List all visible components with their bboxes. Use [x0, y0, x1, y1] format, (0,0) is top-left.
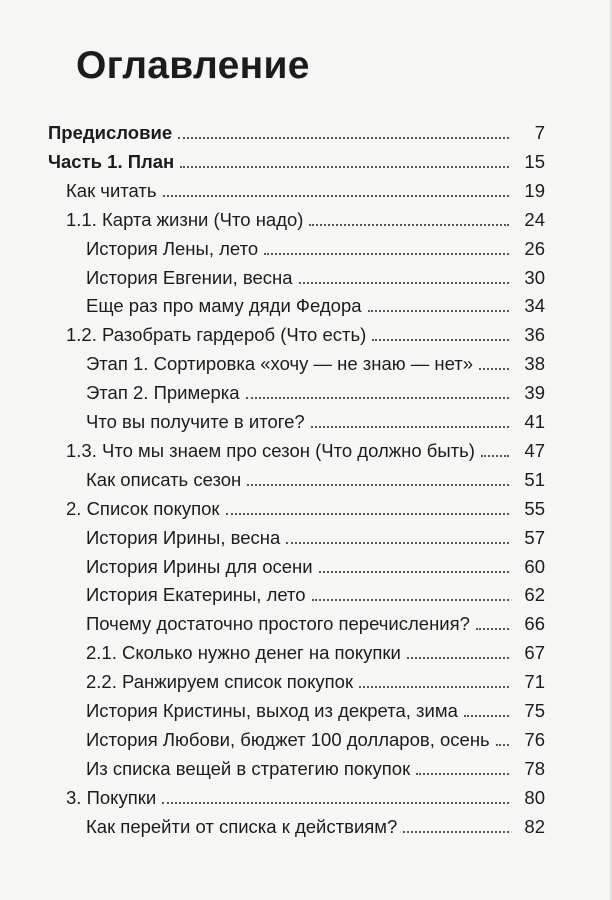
toc-entry-title: История Ирины, весна [86, 526, 281, 548]
toc-entry [86, 812, 545, 838]
toc-entry [86, 523, 545, 549]
toc-dot-leader [416, 773, 509, 775]
toc-dot-leader [403, 831, 509, 833]
page-title: Оглавление [76, 44, 310, 87]
toc-entry-page-number: 19 [524, 179, 545, 201]
toc-entry-page-number: 76 [524, 728, 545, 750]
toc-entry-title: Как перейти от списка к действиям? [86, 815, 398, 837]
toc-entry-title: Этап 2. Примерка [86, 382, 240, 404]
toc-entry [66, 494, 545, 520]
toc-entry [86, 754, 545, 780]
toc-dot-leader [299, 282, 509, 284]
toc-dot-leader [264, 253, 509, 255]
toc-entry [66, 320, 545, 346]
toc-dot-leader [496, 744, 509, 746]
toc-entry-title: 1.3. Что мы знаем про сезон (Что должно быть) [66, 439, 475, 461]
toc-entry-page-number: 78 [524, 757, 545, 779]
toc-entry-title: История Любови, бюджет 100 долларов, осень [86, 728, 490, 750]
toc-entry-title: 2. Список покупок [66, 497, 220, 519]
toc-dot-leader [319, 571, 509, 573]
toc-entry-page-number: 80 [524, 786, 545, 808]
toc-entry-title: 1.2. Разобрать гардероб (Что есть) [66, 324, 367, 346]
toc-entry [86, 291, 545, 317]
toc-entry [86, 609, 545, 635]
toc-dot-leader [178, 137, 509, 139]
toc-entry-title: 1.1. Карта жизни (Что надо) [66, 208, 304, 230]
toc-entry-page-number: 60 [524, 555, 545, 577]
toc-dot-leader [481, 455, 509, 457]
toc-entry-title: Часть 1. План [48, 150, 175, 172]
toc-entry-title: 3. Покупки [66, 786, 157, 808]
toc-entry-title: Что вы получите в итоге? [86, 411, 305, 432]
toc-dot-leader [479, 368, 509, 370]
toc-entry-page-number: 47 [524, 439, 545, 461]
toc-entry-title: Этап 1. Сортировка «хочу — не знаю — нет» [86, 353, 474, 375]
toc-entry-title: Как читать [66, 179, 157, 201]
toc-entry-page-number: 75 [524, 700, 545, 721]
toc-dot-leader [312, 599, 509, 601]
toc-entry-title: Предисловие [48, 122, 173, 143]
toc-entry [66, 436, 545, 462]
toc-entry-page-number: 57 [524, 526, 545, 548]
toc-entry-title: История Ирины для осени [86, 555, 313, 577]
toc-dot-leader [372, 339, 509, 341]
toc-dot-leader [247, 484, 509, 486]
toc-entry-page-number: 71 [524, 671, 545, 693]
toc-entry-page-number: 39 [524, 382, 545, 404]
toc-entry-title: История Лены, лето [86, 237, 259, 259]
toc-entry [66, 205, 545, 231]
toc-dot-leader [246, 397, 509, 399]
toc-entry [86, 696, 545, 722]
toc-entry [86, 378, 545, 404]
toc-entry-page-number: 82 [524, 815, 545, 837]
toc-dot-leader [476, 628, 509, 630]
toc-dot-leader [309, 224, 509, 226]
toc-entry [86, 580, 545, 606]
toc-entry-page-number: 41 [524, 411, 545, 432]
toc-entry-page-number: 34 [524, 295, 545, 317]
toc-entry-title: Еще раз про маму дяди Федора [86, 295, 362, 317]
toc-entry [86, 263, 545, 289]
toc-entry-title: Из списка вещей в стратегию покупок [86, 757, 411, 779]
toc-dot-leader [180, 166, 509, 168]
toc-entry [86, 234, 545, 260]
toc-entry [86, 725, 545, 751]
toc-entry-title: 2.2. Ранжируем список покупок [86, 671, 354, 693]
toc-dot-leader [407, 657, 509, 659]
toc-entry [86, 638, 545, 664]
toc-dot-leader [311, 426, 509, 428]
toc-entry-page-number: 30 [524, 266, 545, 288]
toc-entry-page-number: 15 [524, 150, 545, 172]
toc-entry-page-number: 51 [524, 468, 545, 490]
toc-dot-leader [368, 310, 509, 312]
toc-entry [66, 176, 545, 202]
toc-entry-title: Как описать сезон [86, 468, 242, 490]
toc-entry-page-number: 66 [524, 613, 545, 635]
toc-entry [86, 349, 545, 375]
toc-entry-title: Почему достаточно простого перечисления? [86, 613, 470, 635]
toc-entry [86, 667, 545, 693]
toc-entry-title: История Кристины, выход из декрета, зима [86, 700, 458, 721]
toc-entry [86, 407, 545, 433]
toc-dot-leader [226, 513, 509, 515]
toc-entry [86, 552, 545, 578]
toc-dot-leader [359, 686, 509, 688]
toc-dot-leader [464, 715, 509, 717]
toc-entry-page-number: 26 [524, 237, 545, 259]
toc-entry [66, 783, 545, 809]
toc-entry-page-number: 24 [524, 208, 545, 230]
toc-entry [48, 118, 545, 144]
toc-entry [86, 465, 545, 491]
toc-entry-title: 2.1. Сколько нужно денег на покупки [86, 642, 401, 664]
toc-entry-page-number: 62 [524, 584, 545, 606]
toc-dot-leader [163, 195, 509, 197]
toc-entry-page-number: 55 [524, 497, 545, 519]
toc-entry-title: История Евгении, весна [86, 266, 293, 288]
toc-entry-page-number: 38 [524, 353, 545, 375]
toc-entry [48, 147, 545, 173]
toc-entry-page-number: 36 [524, 324, 545, 346]
toc-dot-leader [286, 542, 509, 544]
toc-entry-title: История Екатерины, лето [86, 584, 306, 606]
toc-entry-page-number: 67 [524, 642, 545, 664]
toc-dot-leader [162, 802, 509, 804]
toc-entry-page-number: 7 [534, 122, 545, 143]
